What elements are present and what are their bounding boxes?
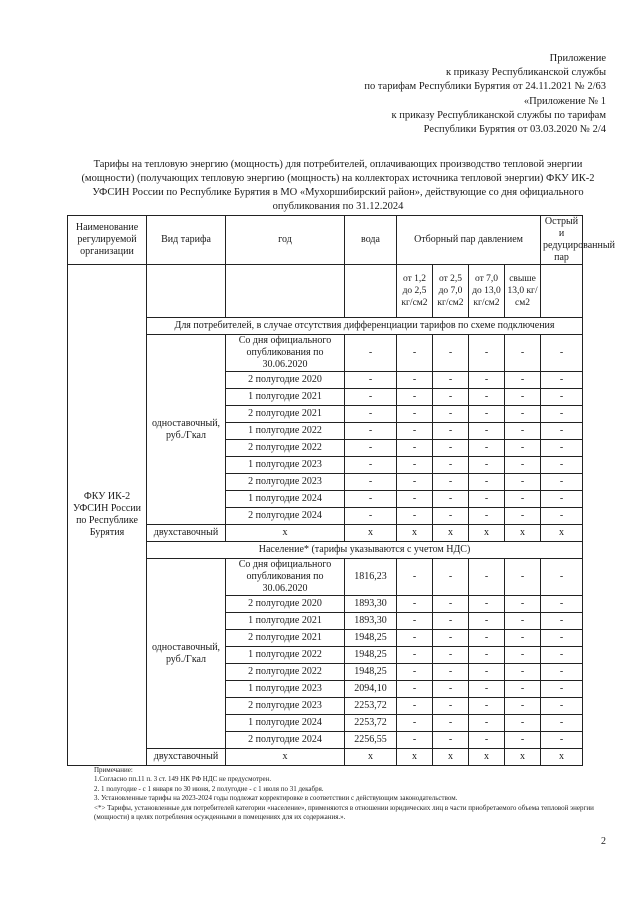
value-cell: - — [397, 596, 433, 613]
value-cell: - — [541, 508, 583, 525]
pressure-header-1: от 1,2 до 2,5 кг/см2 — [397, 265, 433, 318]
value-cell: - — [469, 457, 505, 474]
value-cell: - — [541, 457, 583, 474]
value-cell: - — [433, 491, 469, 508]
title-line: опубликования по 31.12.2024 — [272, 201, 404, 212]
value-cell: - — [433, 596, 469, 613]
value-cell: - — [469, 613, 505, 630]
tariff-table — [67, 215, 615, 766]
water-value: 2256,55 — [345, 732, 397, 749]
value-cell: - — [397, 423, 433, 440]
value-cell: х — [226, 525, 345, 542]
period-cell: 1 полугодие 2024 — [226, 491, 345, 508]
period-cell: 2 полугодие 2024 — [226, 732, 345, 749]
value-cell: - — [397, 457, 433, 474]
value-cell: х — [469, 525, 505, 542]
value-cell: - — [433, 474, 469, 491]
value-cell: - — [397, 681, 433, 698]
value-cell: - — [541, 613, 583, 630]
value-cell: - — [505, 474, 541, 491]
value-cell: - — [505, 664, 541, 681]
water-value: 1816,23 — [345, 559, 397, 596]
value-cell: - — [433, 440, 469, 457]
value-cell: - — [433, 508, 469, 525]
period-cell: 1 полугодие 2021 — [226, 389, 345, 406]
tariff-type: одноставочный, руб./Гкал — [147, 559, 226, 749]
value-cell: х — [433, 749, 469, 766]
value-cell: х — [469, 749, 505, 766]
steam-header: Отборный пар давлением — [397, 216, 541, 265]
value-cell: - — [433, 406, 469, 423]
value-cell: - — [469, 491, 505, 508]
value-cell: - — [505, 335, 541, 372]
value-cell: - — [397, 698, 433, 715]
value-cell: - — [469, 474, 505, 491]
period-cell: 2 полугодие 2024 — [226, 508, 345, 525]
value-cell: х — [541, 525, 583, 542]
document-title — [58, 158, 618, 214]
water-value: 1948,25 — [345, 664, 397, 681]
value-cell: - — [541, 630, 583, 647]
value-cell: - — [541, 335, 583, 372]
value-cell: - — [541, 698, 583, 715]
section-title: Население* (тарифы указываются с учетом НДС) — [147, 542, 583, 559]
value-cell: - — [469, 698, 505, 715]
value-cell: - — [541, 596, 583, 613]
water-value: - — [345, 491, 397, 508]
period-cell: 1 полугодие 2022 — [226, 423, 345, 440]
water-value: - — [345, 474, 397, 491]
header-row — [68, 216, 583, 265]
value-cell: - — [433, 715, 469, 732]
period-cell: 2 полугодие 2020 — [226, 372, 345, 389]
value-cell: - — [505, 389, 541, 406]
value-cell: - — [505, 698, 541, 715]
note-item: 3. Установленные тарифы на 2023-2024 годы подлежат корректировке в соответствии с действующим законодательством. — [94, 794, 458, 803]
value-cell: - — [397, 372, 433, 389]
note-item: 2. 1 полугодие - с 1 января по 30 июня, 2 полугодие - с 1 июля по 31 декабря. — [94, 784, 324, 793]
value-cell: - — [397, 440, 433, 457]
org-header: Наименование регулируемой организации — [68, 216, 147, 265]
value-cell: - — [505, 423, 541, 440]
value-cell: - — [469, 372, 505, 389]
value-cell: - — [469, 647, 505, 664]
water-value: 1948,25 — [345, 630, 397, 647]
value-cell: х — [505, 525, 541, 542]
value-cell: - — [469, 423, 505, 440]
period-cell: 2 полугодие 2021 — [226, 630, 345, 647]
value-cell: - — [505, 715, 541, 732]
water-value: - — [345, 389, 397, 406]
header-line: «Приложение № 1 — [523, 95, 606, 107]
value-cell: - — [469, 440, 505, 457]
value-cell: - — [469, 681, 505, 698]
period-cell: 1 полугодие 2024 — [226, 715, 345, 732]
value-cell: х — [345, 525, 397, 542]
period-cell: 2 полугодие 2023 — [226, 474, 345, 491]
value-cell: - — [541, 715, 583, 732]
water-header: вода — [345, 216, 397, 265]
value-cell: - — [433, 372, 469, 389]
water-value: - — [345, 335, 397, 372]
period-cell: 1 полугодие 2023 — [226, 457, 345, 474]
value-cell: х — [345, 749, 397, 766]
value-cell: - — [541, 440, 583, 457]
value-cell: - — [469, 389, 505, 406]
header-line: Приложение — [549, 53, 606, 64]
water-value: 2253,72 — [345, 698, 397, 715]
value-cell: - — [433, 389, 469, 406]
value-cell: - — [433, 335, 469, 372]
water-value: 1948,25 — [345, 647, 397, 664]
value-cell: - — [433, 457, 469, 474]
appendix-header — [364, 52, 606, 137]
value-cell: - — [505, 491, 541, 508]
value-cell: - — [469, 596, 505, 613]
water-value: - — [345, 508, 397, 525]
water-value: - — [345, 406, 397, 423]
period-cell: 1 полугодие 2021 — [226, 613, 345, 630]
value-cell: - — [505, 559, 541, 596]
value-cell: - — [541, 732, 583, 749]
page-number: 2 — [601, 836, 606, 847]
water-value: - — [345, 440, 397, 457]
value-cell: - — [505, 440, 541, 457]
water-value: - — [345, 457, 397, 474]
water-value: 1893,30 — [345, 613, 397, 630]
value-cell: - — [469, 715, 505, 732]
value-cell: - — [433, 423, 469, 440]
two-part-label: двухставочный — [147, 525, 226, 542]
value-cell: - — [541, 389, 583, 406]
water-value: 2094,10 — [345, 681, 397, 698]
value-cell: - — [397, 647, 433, 664]
value-cell: - — [505, 681, 541, 698]
value-cell: - — [397, 732, 433, 749]
note-item: 1.Согласно пп.11 п. 3 ст. 149 НК РФ НДС не предусмотрен. — [94, 775, 272, 784]
value-cell: - — [505, 406, 541, 423]
notes-heading: Примечание: — [94, 766, 133, 774]
value-cell: - — [397, 474, 433, 491]
value-cell: - — [397, 389, 433, 406]
notes — [94, 766, 614, 822]
water-value: 2253,72 — [345, 715, 397, 732]
value-cell: - — [541, 406, 583, 423]
value-cell: - — [469, 630, 505, 647]
value-cell: - — [433, 630, 469, 647]
title-line: УФСИН России по Республике Бурятия в МО «Мухоршибирский район», действующие со дня официального — [92, 187, 584, 198]
value-cell: - — [505, 613, 541, 630]
title-line: (мощности) (получающих тепловую энергию (мощность) на коллекторах источника тепловой энергии) ФКУ ИК-2 — [81, 173, 595, 184]
value-cell: - — [541, 491, 583, 508]
value-cell: - — [433, 647, 469, 664]
value-cell: - — [541, 372, 583, 389]
pressure-header-3: от 7,0 до 13,0 кг/см2 — [469, 265, 505, 318]
period-cell: 2 полугодие 2020 — [226, 596, 345, 613]
tariff-type: одноставочный, руб./Гкал — [147, 335, 226, 525]
value-cell: - — [505, 630, 541, 647]
value-cell: х — [397, 525, 433, 542]
two-part-label: двухставочный — [147, 749, 226, 766]
value-cell: - — [469, 664, 505, 681]
value-cell: - — [397, 664, 433, 681]
period-cell: 2 полугодие 2023 — [226, 698, 345, 715]
tariff-type-header: Вид тарифа — [147, 216, 226, 265]
value-cell: - — [541, 559, 583, 596]
value-cell: - — [469, 508, 505, 525]
period-cell: 1 полугодие 2023 — [226, 681, 345, 698]
water-value: - — [345, 372, 397, 389]
value-cell: - — [541, 647, 583, 664]
value-cell: - — [397, 630, 433, 647]
header-line: к приказу Республиканской службы — [445, 67, 606, 79]
value-cell: - — [397, 491, 433, 508]
value-cell: - — [469, 406, 505, 423]
period-cell: 2 полугодие 2021 — [226, 406, 345, 423]
value-cell: - — [469, 559, 505, 596]
value-cell: - — [505, 596, 541, 613]
value-cell: - — [541, 664, 583, 681]
value-cell: - — [469, 732, 505, 749]
value-cell: - — [397, 335, 433, 372]
pressure-header-4: свыше 13,0 кг/см2 — [505, 265, 541, 318]
header-line: по тарифам Республики Бурятия от 24.11.2021 № 2/63 — [364, 81, 606, 93]
period-cell: 1 полугодие 2022 — [226, 647, 345, 664]
organization-name: ФКУ ИК-2 УФСИН России по Республике Бурятия — [68, 265, 147, 766]
pressure-header-2: от 2,5 до 7,0 кг/см2 — [433, 265, 469, 318]
value-cell: - — [469, 335, 505, 372]
period-cell: 2 полугодие 2022 — [226, 664, 345, 681]
value-cell: - — [433, 613, 469, 630]
year-header: год — [226, 216, 345, 265]
value-cell: - — [433, 664, 469, 681]
value-cell: - — [433, 559, 469, 596]
section-title: Для потребителей, в случае отсутствия дифференциации тарифов по схеме подключения — [147, 318, 583, 335]
value-cell: х — [397, 749, 433, 766]
value-cell: - — [397, 406, 433, 423]
value-cell: - — [505, 647, 541, 664]
header-line: к приказу Республиканской службы по тарифам — [391, 109, 606, 121]
value-cell: - — [541, 474, 583, 491]
header-line: Республики Бурятия от 03.03.2020 № 2/4 — [423, 124, 606, 136]
period-cell: Со дня официального опубликования по 30.06.2020 — [226, 335, 345, 372]
period-cell: Со дня официального опубликования по 30.06.2020 — [226, 559, 345, 596]
water-value: - — [345, 423, 397, 440]
value-cell: - — [397, 508, 433, 525]
value-cell: - — [505, 732, 541, 749]
value-cell: - — [541, 681, 583, 698]
value-cell: - — [541, 423, 583, 440]
value-cell: - — [433, 698, 469, 715]
value-cell: х — [226, 749, 345, 766]
value-cell: - — [505, 372, 541, 389]
value-cell: х — [433, 525, 469, 542]
pressure-header-row — [68, 265, 583, 318]
water-value: 1893,30 — [345, 596, 397, 613]
value-cell: - — [505, 457, 541, 474]
period-cell: 2 полугодие 2022 — [226, 440, 345, 457]
value-cell: х — [505, 749, 541, 766]
value-cell: - — [397, 559, 433, 596]
note-item: <*> Тарифы, установленные для потребителей категории «население», применяются в отношении юридических лиц в части приобретаемого объема тепловой энергии (мощности) в целях потребления осужденными в помещениях для их содержания.». — [94, 803, 594, 822]
value-cell: - — [433, 681, 469, 698]
value-cell: - — [397, 715, 433, 732]
value-cell: - — [397, 613, 433, 630]
value-cell: х — [541, 749, 583, 766]
value-cell: - — [433, 732, 469, 749]
value-cell: - — [505, 508, 541, 525]
sharp-steam-header: Острый и редуцированный пар — [541, 216, 583, 265]
title-line: Тарифы на тепловую энергию (мощность) для потребителей, оплачивающих производство тепловой энергии — [93, 159, 583, 170]
